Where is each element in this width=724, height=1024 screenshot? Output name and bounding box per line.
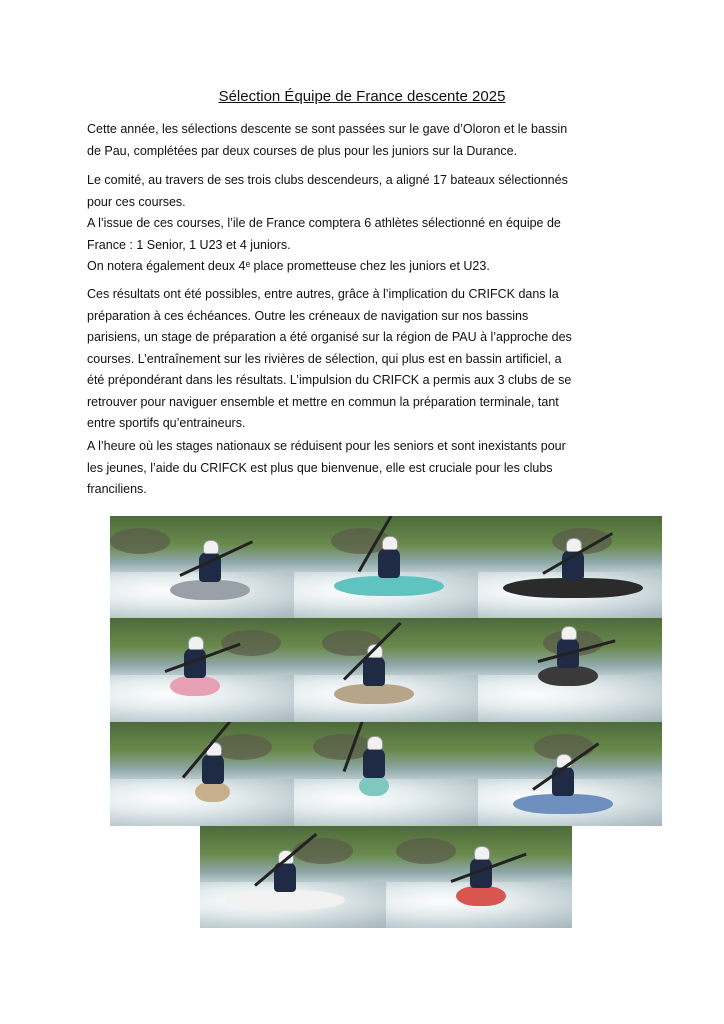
text-line: préparation à ces échéances. Outre les créneaux de navigation sur nos bassins [87, 308, 529, 323]
paragraph-intro [87, 119, 647, 162]
helmet [367, 736, 383, 750]
kayak-hull [195, 782, 230, 802]
text-line: de Pau, complétées par deux courses de plus pour les juniors sur la Durance. [87, 143, 518, 158]
paragraph-committee [87, 170, 647, 278]
rock [396, 838, 456, 864]
text-line: retrouver pour naviguer ensemble et mettre en commun la préparation terminale, tant [87, 394, 559, 409]
text-line: parisiens, un stage de préparation a été organisé sur la région de PAU à l’approche des [87, 330, 572, 344]
helmet [188, 636, 204, 650]
text-line: A l’issue de ces courses, l’ile de France comptera 6 athlètes sélectionné en équipe de [87, 216, 561, 230]
kayak-hull [170, 676, 220, 696]
kayak-photo [478, 618, 662, 722]
kayak-hull [503, 578, 643, 598]
text-line: été prépondérant dans les résultats. L’impulsion du CRIFCK a permis aux 3 clubs de se [87, 373, 572, 387]
kayak-photo [110, 722, 294, 826]
document-title: Sélection Équipe de France descente 2025 [218, 88, 506, 105]
text-line: France : 1 Senior, 1 U23 et 4 juniors. [87, 237, 291, 252]
paddler [363, 656, 385, 686]
kayak-photo [478, 516, 662, 618]
text-line: On notera également deux 4ᵉ place prometteuse chez les juniors et U23. [87, 259, 490, 273]
paragraph-conclusion [87, 436, 647, 501]
text-line: pour ces courses. [87, 194, 186, 209]
rock [293, 838, 353, 864]
kayak-hull [538, 666, 598, 686]
helmet [203, 540, 219, 554]
kayak-hull [334, 576, 444, 596]
text-line: A l’heure où les stages nationaux se réduisent pour les seniors et sont inexistants pour [87, 439, 566, 453]
rock [221, 630, 281, 656]
kayak-photo [200, 826, 386, 928]
helmet [382, 536, 398, 550]
text-line: courses. L’entraînement sur les rivières de sélection, qui plus est en bassin artificiel, a [87, 351, 562, 366]
kayak-hull [334, 684, 414, 704]
rock [110, 528, 170, 554]
kayak-photo [294, 618, 478, 722]
text-line: entre sportifs qu’entraineurs. [87, 416, 246, 430]
kayak-hull [456, 886, 506, 906]
helmet [561, 626, 577, 640]
kayak-photo [110, 618, 294, 722]
kayak-hull [359, 776, 389, 796]
paddler [378, 548, 400, 578]
kayak-photo [478, 722, 662, 826]
kayak-hull [170, 580, 250, 600]
paddler [202, 754, 224, 784]
text-line: Cette année, les sélections descente se sont passées sur le gave d’Oloron et le bassin [87, 122, 568, 136]
text-line: Ces résultats ont été possibles, entre autres, grâce à l’implication du CRIFCK dans la [87, 287, 559, 301]
kayak-hull [225, 890, 345, 910]
text-line: les jeunes, l’aide du CRIFCK est plus que bienvenue, elle est cruciale pour les clubs [87, 460, 553, 475]
text-line: franciliens. [87, 482, 147, 496]
paragraph-results [87, 284, 647, 435]
text-line: Le comité, au travers de ses trois clubs descendeurs, a aligné 17 bateaux sélectionnés [87, 173, 568, 187]
kayak-photo [386, 826, 572, 928]
kayak-photo [294, 516, 478, 618]
helmet [474, 846, 490, 860]
paddler [363, 748, 385, 778]
kayak-photo [110, 516, 294, 618]
kayak-photo [294, 722, 478, 826]
kayak-hull [513, 794, 613, 814]
